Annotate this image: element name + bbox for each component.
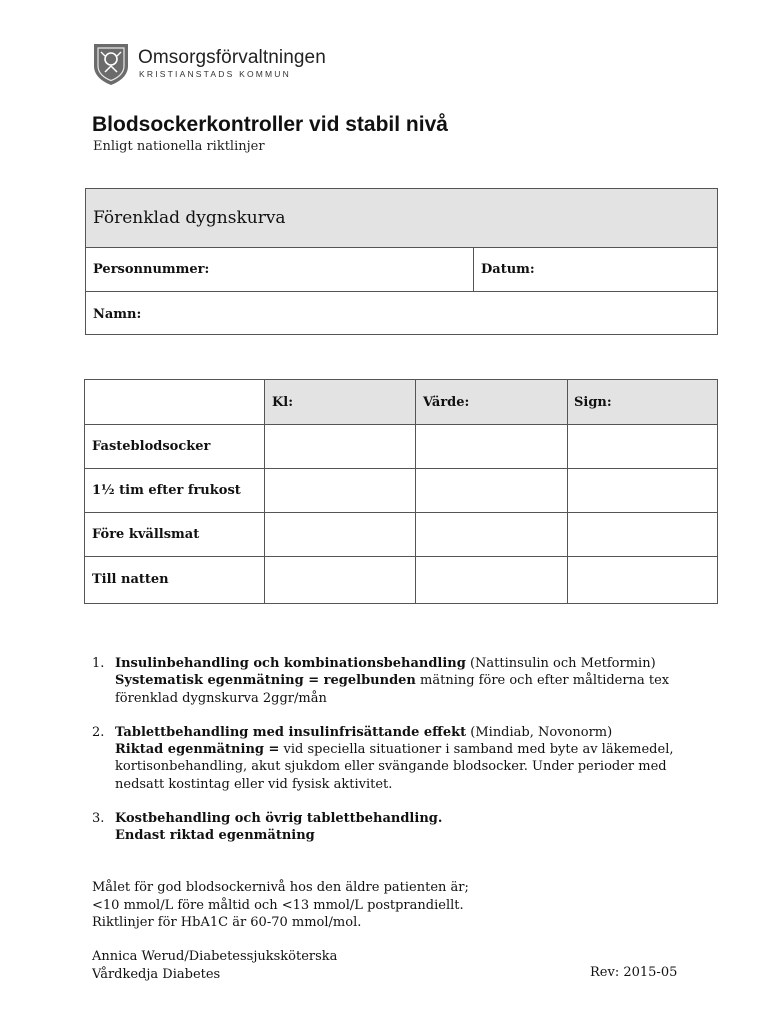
goal-line: Riktlinjer för HbA1C är 60-70 mmol/mol. [92, 915, 362, 930]
list-item-text: (Mindiab, Novonorm) [466, 724, 613, 740]
list-item-number: 1. [92, 656, 105, 671]
footer-author-block [92, 948, 337, 983]
list-item-text: nedsatt kostintag eller vid fysisk aktivitet. [115, 776, 393, 792]
column-header-sign: Sign: [574, 395, 612, 410]
list-item-bold: Endast riktad egenmätning [115, 828, 315, 844]
document-title: Blodsockerkontroller vid stabil nivå [92, 113, 448, 136]
list-item-bold: Insulinbehandling och kombinationsbehandling [115, 656, 466, 671]
document-subtitle: Enligt nationella riktlinjer [93, 139, 265, 154]
list-item-bold: Systematisk egenmätning = regelbunden [115, 673, 416, 689]
row-label-fore-kvallsmat: Före kvällsmat [92, 527, 200, 542]
datum-label: Datum: [481, 262, 535, 277]
list-item-text: (Nattinsulin och Metformin) [465, 656, 656, 671]
info-row-personnummer-datum [86, 248, 717, 292]
org-subtitle: KRISTIANSTADS KOMMUN [139, 69, 291, 79]
list-item [92, 724, 692, 793]
list-item-text: mätning före och efter måltiderna tex [415, 673, 670, 689]
goal-paragraph [92, 879, 469, 932]
coat-of-arms-icon [91, 42, 131, 86]
namn-label: Namn: [93, 307, 142, 322]
column-header-varde: Värde: [423, 395, 470, 410]
goal-line: <10 mmol/L före måltid och <13 mmol/L postprandiellt. [92, 897, 464, 913]
patient-info-box [85, 188, 718, 335]
org-name: Omsorgsförvaltningen [138, 47, 326, 68]
measurement-table [84, 379, 718, 604]
info-box-heading: Förenklad dygnskurva [93, 208, 286, 228]
list-item-text: kortisonbehandling, akut sjukdom eller svängande blodsocker. Under perioder med [115, 759, 667, 775]
list-item-bold: Tablettbehandling med insulinfrisättande effekt [115, 724, 467, 740]
personnummer-label: Personnummer: [93, 262, 210, 277]
goal-line: Målet för god blodsockernivå hos den äldre patienten är; [92, 880, 469, 895]
row-label-efter-frukost: 1½ tim efter frukost [92, 483, 241, 498]
info-box-header [86, 189, 717, 248]
list-item-bold: Riktad egenmätning = [115, 742, 280, 758]
row-label-till-natten: Till natten [92, 572, 169, 587]
footer-revision: Rev: 2015-05 [590, 965, 678, 980]
list-item-bold: Kostbehandling och övrig tablettbehandling. [115, 811, 443, 827]
footer-unit: Vårdkedja Diabetes [92, 966, 221, 982]
footer-author: Annica Werud/Diabetessjuksköterska [92, 949, 338, 964]
list-item [92, 810, 692, 845]
table-header-background [264, 380, 717, 424]
list-item-number: 3. [92, 811, 105, 827]
list-item-number: 2. [92, 724, 105, 740]
list-item-text: vid speciella situationer i samband med byte av läkemedel, [279, 742, 674, 758]
list-item-text: förenklad dygnskurva 2ggr/mån [115, 690, 327, 706]
column-header-kl: Kl: [272, 395, 294, 410]
list-item [92, 655, 692, 707]
treatment-list [92, 655, 692, 862]
row-label-fasteblodsocker: Fasteblodsocker [92, 439, 211, 454]
